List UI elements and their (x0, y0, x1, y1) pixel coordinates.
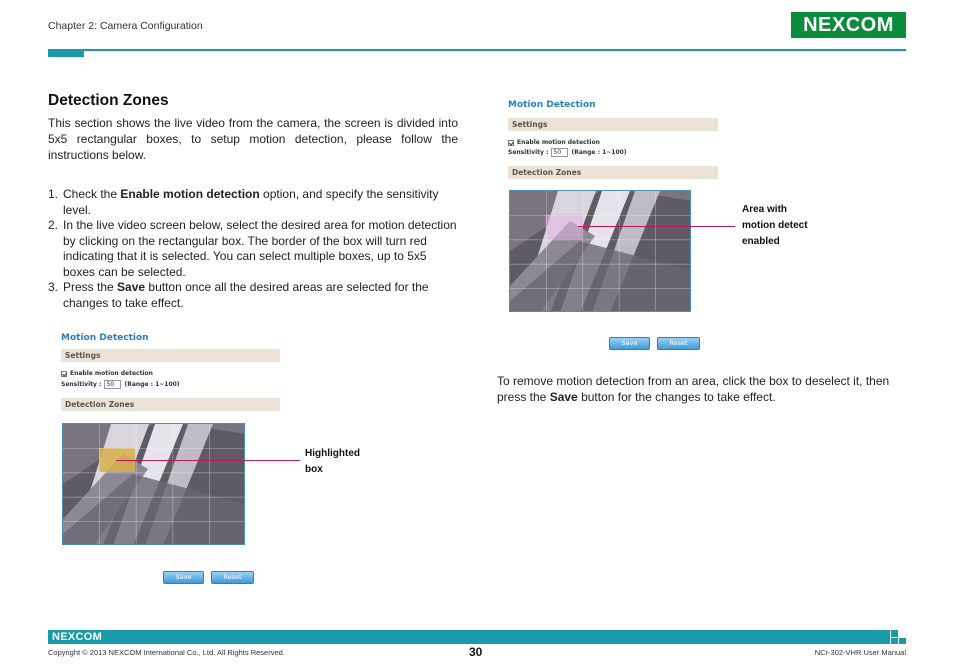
live-video-left[interactable] (62, 423, 245, 545)
header-rule-tab (48, 49, 84, 57)
callout-line-text: enabled (742, 236, 780, 247)
detection-zones-bar: Detection Zones (508, 166, 718, 179)
step-text: In the live video screen below, select the desired area for motion detection by clicking on the rectangular box. The border of the box will turn red indicating that it is selected. You can select multiple boxes, up to 5x5 boxes can be selected. (63, 218, 457, 279)
reset-button-left[interactable]: Reset (211, 571, 254, 584)
reset-button-right[interactable]: Reset (657, 337, 700, 350)
footer-square-decoration (891, 638, 898, 644)
step-number: 1. (48, 187, 59, 201)
copyright-text: Copyright © 2013 NEXCOM International Co., Ltd. All Rights Reserved. (48, 648, 285, 657)
callout-line-text: box (305, 464, 323, 475)
enable-checkbox[interactable] (61, 371, 67, 377)
enable-label: Enable motion detection (70, 370, 153, 377)
settings-bar: Settings (61, 349, 280, 362)
nexcom-logo: NEXCOM (791, 12, 906, 38)
live-video-right[interactable] (509, 190, 691, 312)
panel-title: Motion Detection (61, 333, 149, 343)
footer-square-decoration (891, 630, 898, 637)
step-number: 3. (48, 280, 59, 294)
step-bold: Save (117, 280, 146, 294)
step-bold: Enable motion detection (120, 187, 260, 201)
callout-motion-area (742, 202, 808, 250)
step-item (48, 280, 458, 311)
detection-zones-bar: Detection Zones (61, 398, 280, 411)
sensitivity-input[interactable]: 50 (104, 380, 121, 389)
manual-title: NCr-302-VHR User Manual (814, 648, 906, 657)
remove-text-part: To remove motion detection from an area, click the box to deselect it, then press the (497, 374, 890, 404)
step-text: button once all the desired areas are selected for the changes to take effect. (63, 280, 429, 310)
sensitivity-label: Sensitivity : (61, 381, 102, 388)
enable-motion-option[interactable] (61, 370, 280, 377)
enable-checkbox[interactable] (508, 140, 514, 146)
save-button-left[interactable]: Save (163, 571, 204, 584)
range-label: (Range : 1~100) (124, 381, 180, 388)
step-item (48, 218, 458, 280)
step-text: Press the (63, 280, 118, 294)
section-title: Detection Zones (48, 92, 169, 109)
chapter-label: Chapter 2: Camera Configuration (48, 20, 203, 32)
motion-detection-panel-right (508, 100, 718, 179)
video-frame (63, 424, 245, 545)
callout-line-text: Highlighted (305, 448, 360, 459)
sensitivity-input[interactable]: 50 (551, 148, 568, 157)
range-label: (Range : 1~100) (571, 149, 627, 156)
callout-line-right (578, 226, 735, 227)
motion-area-box[interactable] (546, 215, 582, 239)
page-number: 30 (469, 645, 483, 659)
panel-title: Motion Detection (508, 100, 596, 110)
remove-text-bold: Save (549, 390, 578, 404)
enable-motion-option[interactable] (508, 139, 718, 146)
sensitivity-row (508, 148, 718, 157)
callout-line-left (116, 460, 300, 461)
step-text: Check the (63, 187, 121, 201)
instruction-steps (48, 187, 458, 311)
footer-logo: NEXCOM (52, 631, 103, 643)
callout-line-text: motion detect (742, 220, 808, 231)
remove-instructions (497, 373, 907, 405)
motion-detection-panel-left (61, 333, 280, 411)
remove-text-part: button for the changes to take effect. (577, 390, 776, 404)
callout-highlighted-box (305, 446, 360, 478)
callout-line-text: Area with (742, 204, 788, 215)
save-button-right[interactable]: Save (609, 337, 650, 350)
header-rule (48, 49, 906, 51)
footer-square-decoration (899, 638, 906, 644)
section-intro: This section shows the live video from the camera, the screen is divided into 5x5 rectangular boxes, to setup motion detection, please follow the instructions below. (48, 116, 458, 162)
sensitivity-label: Sensitivity : (508, 149, 549, 156)
step-item (48, 187, 458, 218)
enable-label: Enable motion detection (517, 139, 600, 146)
footer-bar (48, 630, 890, 644)
video-frame (510, 191, 691, 312)
step-text: option, and specify the sensitivity level. (63, 187, 439, 217)
settings-bar: Settings (508, 118, 718, 131)
sensitivity-row (61, 380, 280, 389)
step-number: 2. (48, 218, 59, 232)
